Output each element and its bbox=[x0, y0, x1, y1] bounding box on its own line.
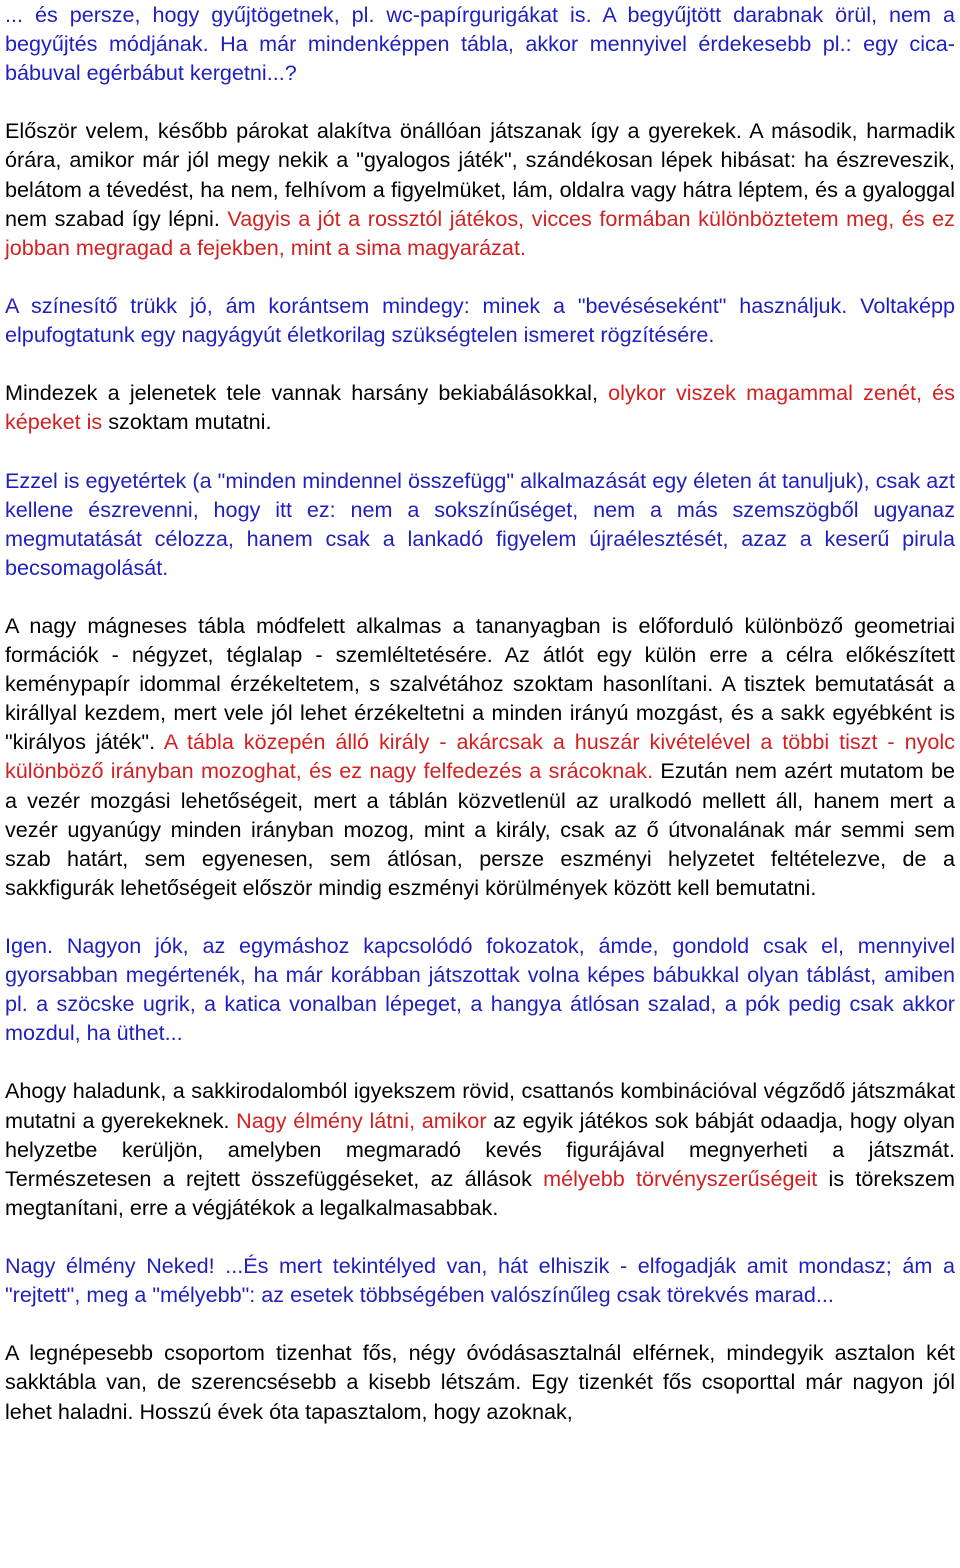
text-span: Ezzel is egyetértek (a "minden mindennel összefügg" alkalmazását egy életen át tanuljuk), csak azt kellene észrevenni, hogy itt ez: nem a sokszínűséget, nem a más szemszögből ugyanaz megmutatását célozza, hanem csak a lankadó figyelem újraélesztését, azaz a keserű pirula becsomagolását. bbox=[5, 467, 955, 580]
text-span: Először velem, később párokat alakítva önállóan játszanak így a gyerekek. A második, harmadik órára, amikor már jól megy nekik a "gyalogos játék", szándékosan lépek hibásat: ha észreveszik, belátom a tévedést, ha nem, felhívom a figyelmüket, lám, oldalra vagy hátra léptem, és a gyaloggal nem szabad így lépni. bbox=[5, 118, 955, 231]
text-span: Nagy élmény Neked! ...És mert tekintélyed van, hát elhiszik - elfogadják amit mondasz; ám a "rejtett", meg a "mélyebb": az esetek többségében valószínűleg csak törekvés marad... bbox=[5, 1253, 955, 1308]
text-span-highlight: Nagy élmény látni, amikor bbox=[236, 1107, 487, 1133]
paragraph-collecting-note bbox=[5, 0, 955, 87]
text-span: Ezután nem azért mutatom be a vezér mozgási lehetőségeit, mert a táblán közvetlenül az uralkodó mellett áll, hanem mert a vezér ugyanúgy minden irányban mozog, mint a király, csak az ő útvonalának már semmi sem szab határt, sem egyenesen, sem átlósan, persze eszményi helyzetet feltételezve, de a sakkfigurák lehetőségeit először mindig eszményi körülmények között kell bemutatni. bbox=[5, 758, 956, 900]
text-span: Igen. Nagyon jók, az egymáshoz kapcsolódó fokozatok, ámde, gondold csak el, mennyivel gyorsabban megértenék, ha már korábban játszottak volna képes bábukkal olyan táblást, amiben pl. a szöcske ugrik, a katica vonalban lépeget, a hangya átlósan szalad, a pók pedig csak akkor mozdul, ha üthet... bbox=[5, 933, 955, 1046]
text-span: ... és persze, hogy gyűjtögetnek, pl. wc-papírgurigákat is. A begyűjtött darabnak örül, nem a begyűjtés módjának. Ha már mindenképpen tábla, akkor mennyivel érdekesebb pl.: egy cica-bábuval egérbábut kergetni...? bbox=[5, 2, 955, 86]
text-span: A legnépesebb csoportom tizenhat fős, négy óvódásasztalnál elférnek, mindegyik asztalon két sakktábla van, de szerencsésebb a kisebb létszám. Egy tizenkét fős csoporttal már nagyon jól lehet haladni. Hosszú évek óta tapasztalom, hogy azoknak, bbox=[5, 1340, 955, 1424]
paragraph-great-experience bbox=[5, 1251, 955, 1309]
paragraph-group-size bbox=[5, 1338, 955, 1425]
text-span: is törekszem megtanítani, erre a végjátékok a legalkalmasabbak. bbox=[5, 1165, 956, 1220]
text-span-highlight: olykor viszek magammal zenét, és képeket is bbox=[5, 380, 955, 435]
paragraph-coloring-trick bbox=[5, 291, 955, 349]
text-span: Ahogy haladunk, a sakkirodalomból igyekszem rövid, csattanós kombinációval végződő játszmákat mutatni a gyerekeknek. bbox=[5, 1078, 955, 1133]
paragraph-combinations bbox=[5, 1076, 955, 1221]
text-span: A nagy mágneses tábla módfelett alkalmas a tananyagban is előforduló különböző geometriai formációk - négyzet, téglalap - szemléltetésére. Az átlót egy külön erre a célra előkészített keménypapír idommal érzékeltetem, s szalvétához szoktam hasonlítani. A tisztek bemutatását a királlyal kezdem, mert vele jól lehet érzékeltetni a minden irányú mozgást, és a sakk egyébként is "királyos játék". bbox=[5, 612, 955, 755]
document-page bbox=[5, 0, 955, 1455]
paragraph-magnetic-board bbox=[5, 611, 955, 902]
text-span-highlight: mélyebb törvényszerűségeit bbox=[543, 1165, 818, 1191]
text-span: az egyik játékos sok bábját odaadja, hogy olyan helyzetbe kerüljön, amelyben megmaradó kevés figurájával megnyerheti a játszmát. Természetesen a rejtett összefüggéseket, az állások bbox=[5, 1107, 955, 1191]
paragraph-picture-pieces bbox=[5, 931, 955, 1047]
paragraph-pawn-game bbox=[5, 116, 955, 261]
text-span: szoktam mutatni. bbox=[102, 409, 272, 435]
text-span: Mindezek a jelenetek tele vannak harsány bekiabálásokkal, bbox=[5, 380, 609, 406]
paragraph-agreement bbox=[5, 466, 955, 582]
text-span-highlight: A tábla közepén álló király - akárcsak a huszár kivételével a többi tiszt - nyolc különböző irányban mozoghat, és ez nagy felfedezés a srácoknak. bbox=[5, 729, 955, 784]
text-span-highlight: Vagyis a jót a rossztól játékos, vicces formában különböztetem meg, és ez jobban megragad a fejekben, mint a sima magyarázat. bbox=[5, 205, 955, 260]
text-span: A színesítő trükk jó, ám korántsem mindegy: minek a "bevéséseként" használjuk. Voltaképp elpufogtatunk egy nagyágyút életkorilag szükségtelen ismeret rögzítésére. bbox=[5, 292, 955, 348]
paragraph-scenes bbox=[5, 378, 955, 436]
